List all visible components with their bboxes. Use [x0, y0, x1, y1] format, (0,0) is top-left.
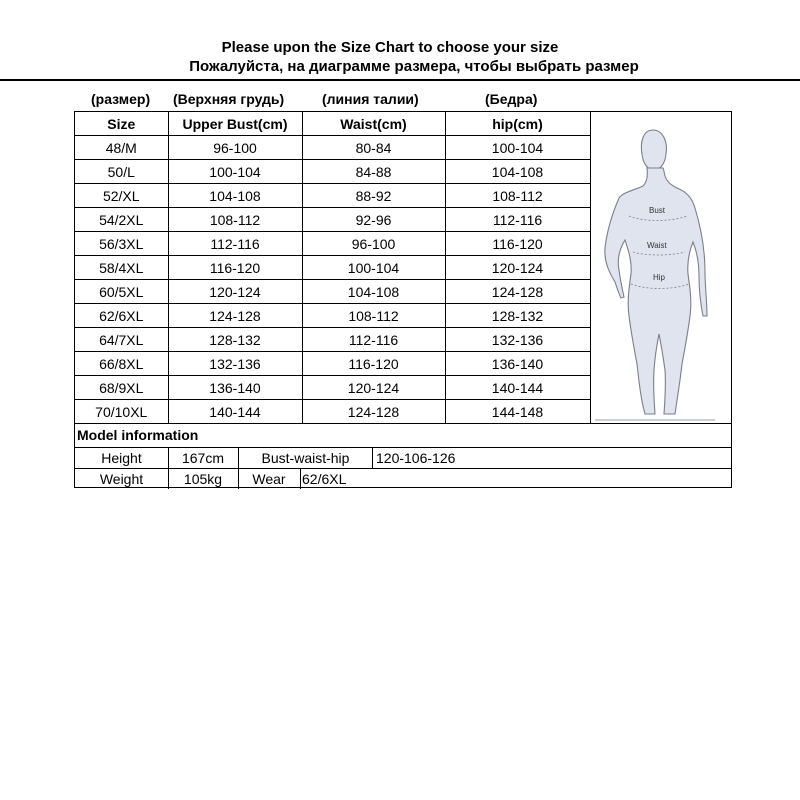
upper-bust-cell: 104-108 — [168, 184, 302, 208]
size-cell: 48/M — [75, 136, 168, 160]
hip-cell: 136-140 — [445, 352, 590, 376]
upper-bust-cell: 100-104 — [168, 160, 302, 184]
size-cell: 58/4XL — [75, 256, 168, 280]
hip-label: Hip — [653, 273, 666, 282]
hip-cell: 128-132 — [445, 304, 590, 328]
waist-cell: 96-100 — [302, 232, 445, 256]
body-measurement-figure — [590, 112, 732, 423]
waist-cell: 124-128 — [302, 400, 445, 424]
waist-cell: 116-120 — [302, 352, 445, 376]
weight-label: Weight — [99, 471, 144, 487]
bust-waist-hip-value: 120-106-126 — [376, 450, 456, 466]
column-header-size: Size — [75, 112, 168, 136]
waist-cell: 108-112 — [302, 304, 445, 328]
waist-cell: 88-92 — [302, 184, 445, 208]
upper-bust-cell: 112-116 — [168, 232, 302, 256]
size-table-body — [75, 136, 590, 424]
waist-cell: 100-104 — [302, 256, 445, 280]
bust-waist-hip-label: Bust-waist-hip — [261, 450, 350, 466]
upper-bust-cell: 96-100 — [168, 136, 302, 160]
model-row-height — [75, 447, 731, 468]
size-cell: 54/2XL — [75, 208, 168, 232]
hip-cell: 132-136 — [445, 328, 590, 352]
size-cell: 50/L — [75, 160, 168, 184]
hip-cell: 108-112 — [445, 184, 590, 208]
size-cell: 64/7XL — [75, 328, 168, 352]
upper-bust-cell: 116-120 — [168, 256, 302, 280]
table-row — [75, 352, 590, 376]
ru-header-size: (размер) — [91, 91, 151, 107]
size-cell: 66/8XL — [75, 352, 168, 376]
waist-cell: 92-96 — [302, 208, 445, 232]
table-row — [75, 184, 590, 208]
upper-bust-cell: 124-128 — [168, 304, 302, 328]
ru-header-hip: (Бедра) — [485, 91, 538, 107]
column-header-upper-bust: Upper Bust(cm) — [168, 112, 302, 136]
height-value: 167cm — [181, 450, 225, 466]
height-label: Height — [101, 450, 142, 466]
hip-cell: 100-104 — [445, 136, 590, 160]
waist-cell: 104-108 — [302, 280, 445, 304]
upper-bust-cell: 108-112 — [168, 208, 302, 232]
table-header-row — [75, 112, 590, 136]
hip-cell: 104-108 — [445, 160, 590, 184]
column-header-waist: Waist(cm) — [302, 112, 445, 136]
size-cell: 60/5XL — [75, 280, 168, 304]
table-row — [75, 256, 590, 280]
table-row — [75, 400, 590, 424]
model-information-title: Model information — [75, 423, 731, 447]
page-title: Please upon the Size Chart to choose your size — [221, 39, 559, 56]
table-row — [75, 328, 590, 352]
model-row-weight — [75, 468, 731, 489]
waist-label: Waist — [647, 241, 667, 250]
ru-header-waist: (линия талии) — [322, 91, 419, 107]
hip-cell: 120-124 — [445, 256, 590, 280]
waist-cell: 80-84 — [302, 136, 445, 160]
body-silhouette-icon — [591, 112, 731, 422]
table-row — [75, 232, 590, 256]
wear-label: Wear — [252, 471, 286, 487]
table-row — [75, 160, 590, 184]
page-title-russian: Пожалуйста, на диаграмме размера, чтобы выбрать размер — [189, 58, 639, 75]
waist-cell: 120-124 — [302, 376, 445, 400]
hip-cell: 112-116 — [445, 208, 590, 232]
upper-bust-cell: 120-124 — [168, 280, 302, 304]
hip-cell: 144-148 — [445, 400, 590, 424]
size-cell: 52/XL — [75, 184, 168, 208]
size-table — [75, 112, 591, 424]
table-row — [75, 208, 590, 232]
upper-bust-cell: 136-140 — [168, 376, 302, 400]
size-cell: 56/3XL — [75, 232, 168, 256]
waist-cell: 84-88 — [302, 160, 445, 184]
table-row — [75, 136, 590, 160]
bust-label: Bust — [649, 206, 666, 215]
waist-cell: 112-116 — [302, 328, 445, 352]
size-chart — [74, 111, 732, 488]
table-row — [75, 376, 590, 400]
upper-bust-cell: 128-132 — [168, 328, 302, 352]
table-row — [75, 304, 590, 328]
upper-bust-cell: 132-136 — [168, 352, 302, 376]
wear-value: 62/6XL — [302, 471, 347, 487]
hip-cell: 116-120 — [445, 232, 590, 256]
ru-header-upper-bust: (Верхняя грудь) — [173, 91, 285, 107]
hip-cell: 124-128 — [445, 280, 590, 304]
size-cell: 62/6XL — [75, 304, 168, 328]
column-header-hip: hip(cm) — [445, 112, 590, 136]
title-divider — [0, 79, 800, 81]
weight-value: 105kg — [183, 471, 223, 487]
size-cell: 68/9XL — [75, 376, 168, 400]
hip-cell: 140-144 — [445, 376, 590, 400]
table-row — [75, 280, 590, 304]
size-cell: 70/10XL — [75, 400, 168, 424]
upper-bust-cell: 140-144 — [168, 400, 302, 424]
